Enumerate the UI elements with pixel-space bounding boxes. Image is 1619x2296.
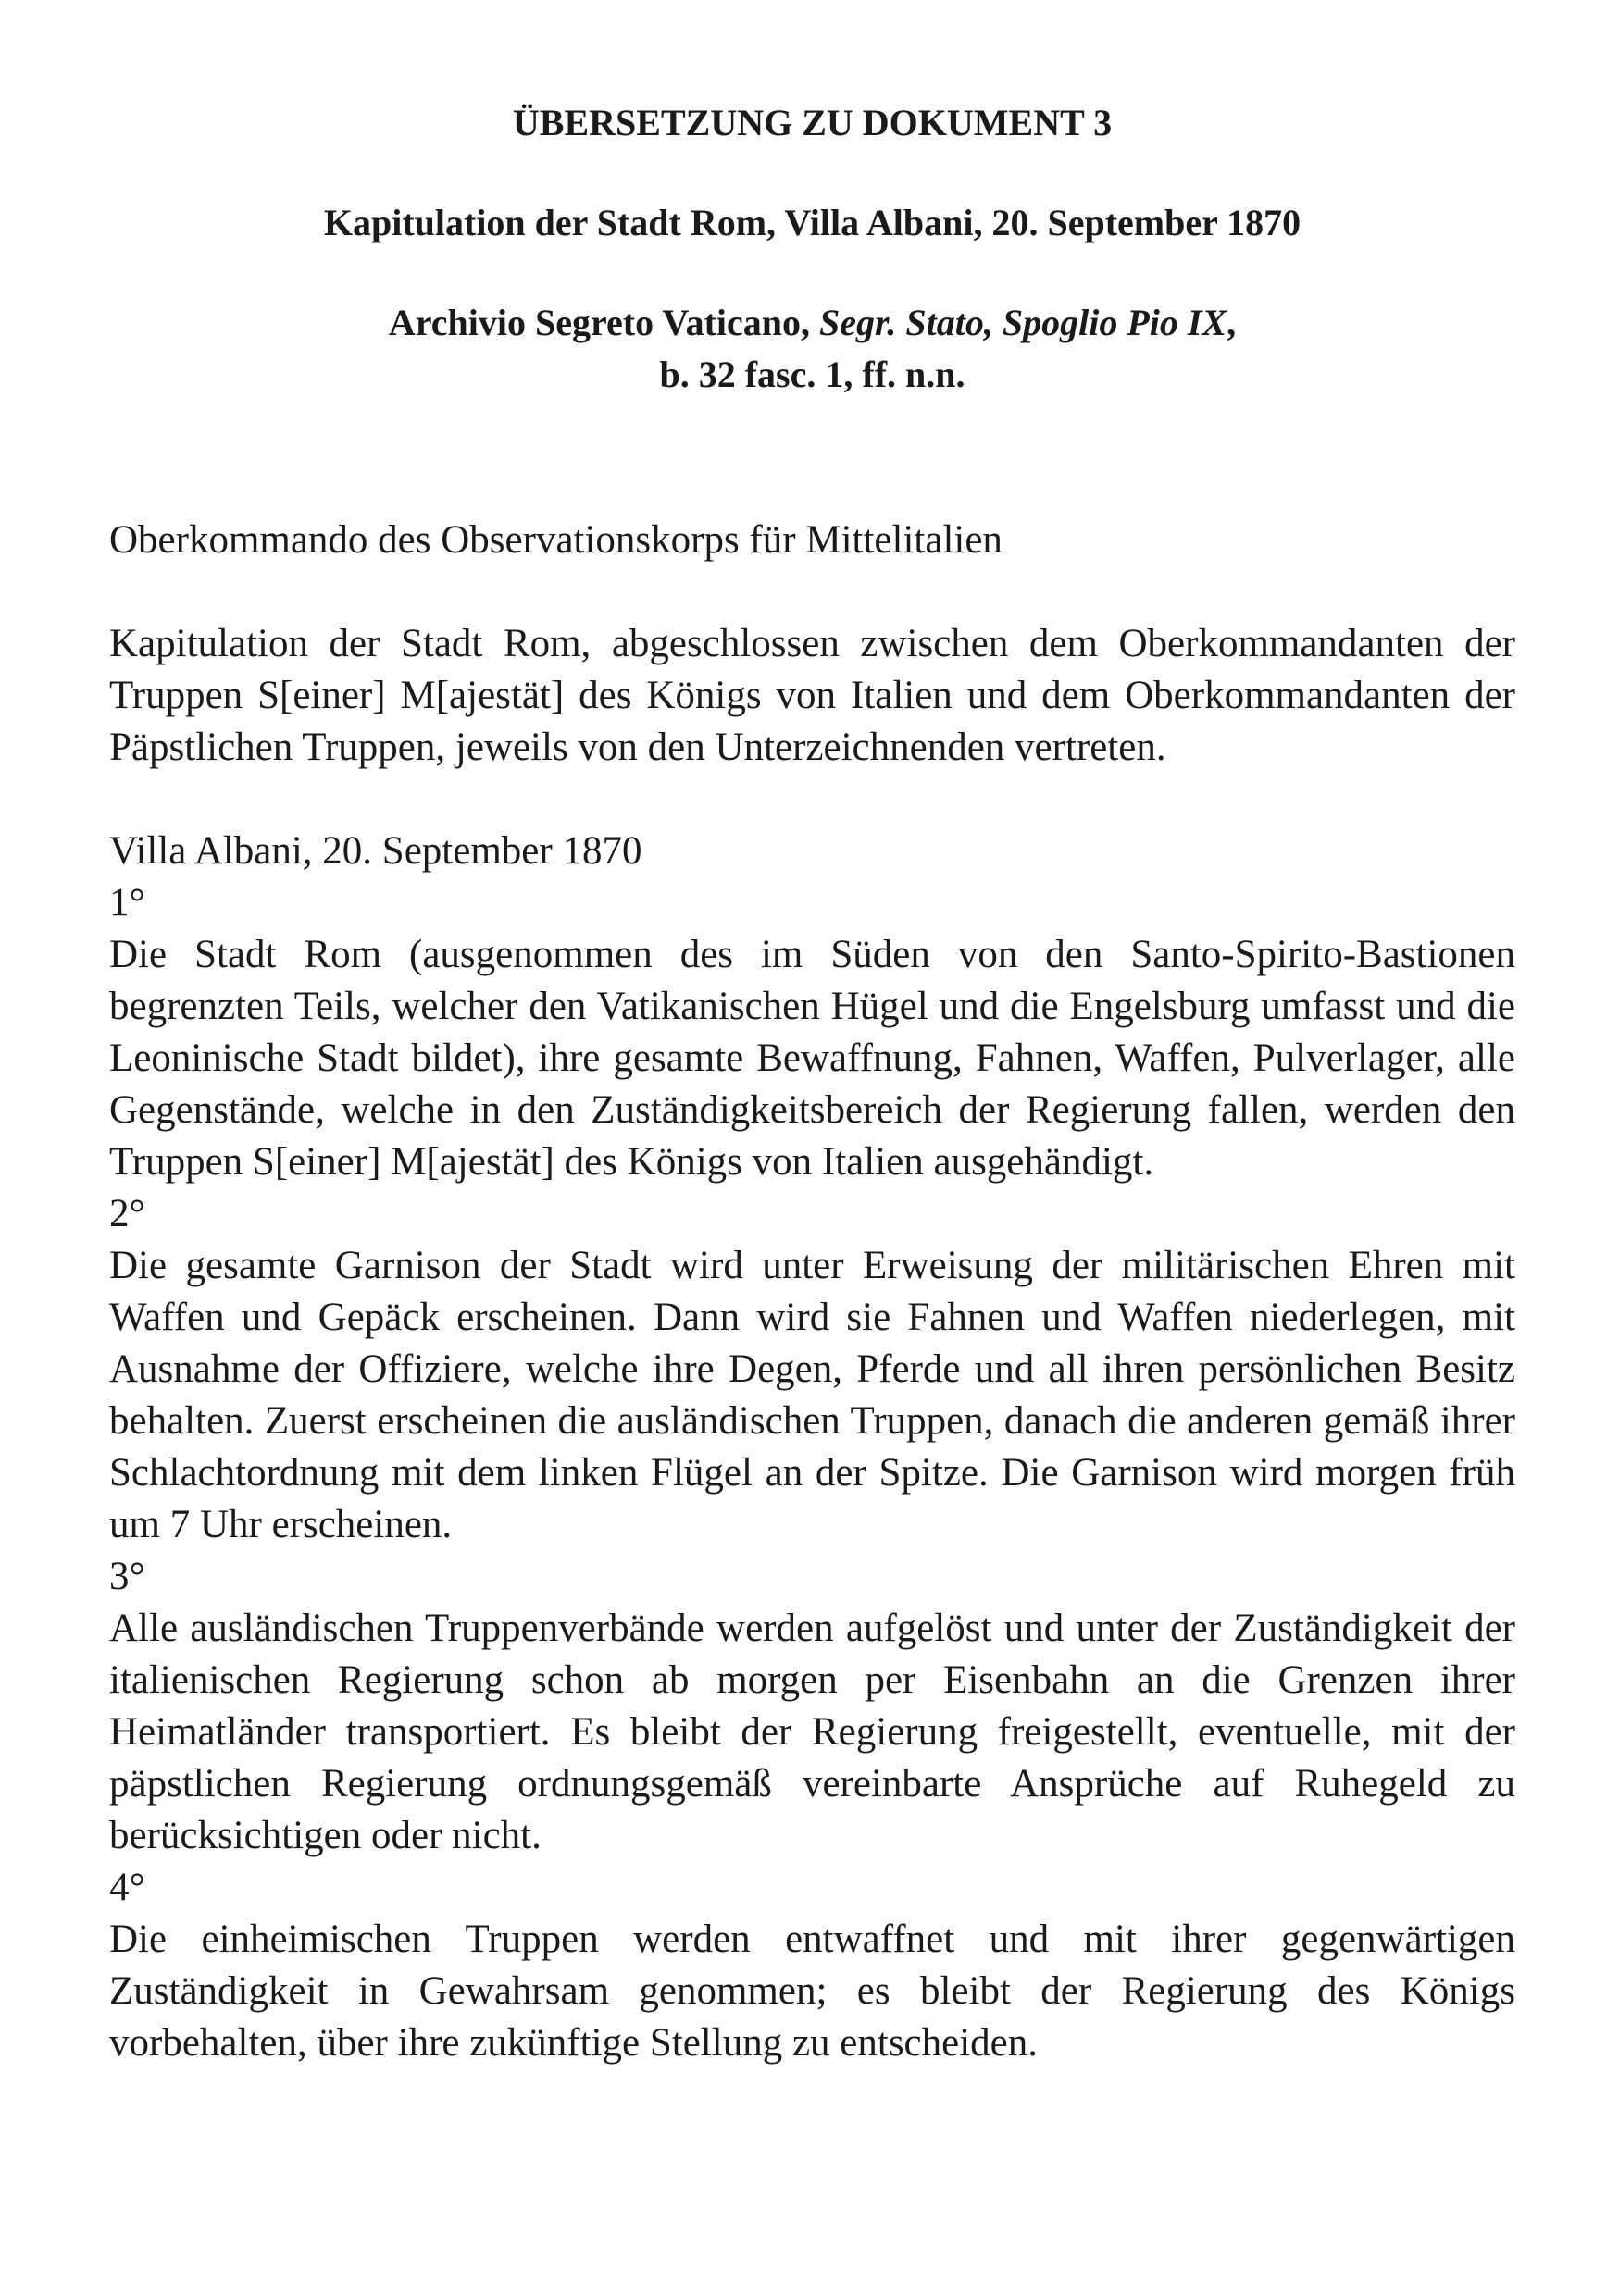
article-text: Die Stadt Rom (ausgenommen des im Süden von den Santo-Spirito-Bastionen begrenzten Teils, welcher den Vatikanischen Hügel und die Engelsburg umfasst und die Leoninische Stadt bildet), ihre gesamte Bewaffnung, Fahnen, Waffen, Pulverlager, alle Gegenstände, welche in den Zuständigkeitsbereich der Regierung fallen, werden den Truppen S[einer] M[ajestät] des Königs von Italien ausgehändigt. — [109, 933, 1515, 1184]
archive-source-italic: Segr. Stato, Spoglio Pio IX — [819, 302, 1227, 343]
article-2 — [109, 1188, 1515, 1551]
article-number: 1° — [109, 881, 145, 925]
article-number: 3° — [109, 1555, 145, 1598]
archive-source — [109, 297, 1515, 349]
intro-paragraph: Kapitulation der Stadt Rom, abgeschlossen zwischen dem Oberkommandanten der Truppen S[einer] M[ajestät] des Königs von Italien und dem Oberkommandanten der Päpstlichen Truppen, jeweils von den Unterzeichnenden vertreten. — [109, 622, 1515, 769]
archive-source-prefix: Archivio Segreto Vaticano, — [388, 302, 820, 343]
article-number: 2° — [109, 1192, 145, 1235]
article-4 — [109, 1862, 1515, 2069]
document-page — [109, 97, 1515, 2069]
place-date: Villa Albani, 20. September 1870 — [109, 829, 642, 873]
archive-source-suffix: , — [1227, 302, 1237, 343]
command-line: Oberkommando des Observationskorps für Mittelitalien — [109, 518, 1003, 562]
archive-source-folio: b. 32 fasc. 1, ff. n.n. — [659, 354, 965, 395]
article-text: Die einheimischen Truppen werden entwaffnet und mit ihrer gegenwärtigen Zuständigkeit in Gewahrsam genommen; es bleibt der Regierung des Königs vorbehalten, über ihre zukünftige Stellung zu entscheiden. — [109, 1917, 1515, 2065]
document-title: ÜBERSETZUNG ZU DOKUMENT 3 — [512, 102, 1113, 143]
article-number: 4° — [109, 1866, 145, 1909]
article-text: Die gesamte Garnison der Stadt wird unter Erweisung der militärischen Ehren mit Waffen und Gepäck erscheinen. Dann wird sie Fahnen und Waffen niederlegen, mit Ausnahme der Offiziere, welche ihre Degen, Pferde und all ihren persönlichen Besitz behalten. Zuerst erscheinen die ausländischen Truppen, danach die anderen gemäß ihrer Schlachtordnung mit dem linken Flügel an der Spitze. Die Garnison wird morgen früh um 7 Uhr erscheinen. — [109, 1244, 1515, 1546]
article-text: Alle ausländischen Truppenverbände werden aufgelöst und unter der Zuständigkeit der italienischen Regierung schon ab morgen per Eisenbahn an die Grenzen ihrer Heimatländer transportiert. Es bleibt der Regierung freigestellt, eventuelle, mit der päpstlichen Regierung ordnungsgemäß vereinbarte Ansprüche auf Ruhegeld zu berücksichtigen oder nicht. — [109, 1607, 1515, 1857]
article-1 — [109, 877, 1515, 1188]
article-3 — [109, 1551, 1515, 1862]
document-subtitle: Kapitulation der Stadt Rom, Villa Albani, 20. September 1870 — [323, 202, 1301, 243]
